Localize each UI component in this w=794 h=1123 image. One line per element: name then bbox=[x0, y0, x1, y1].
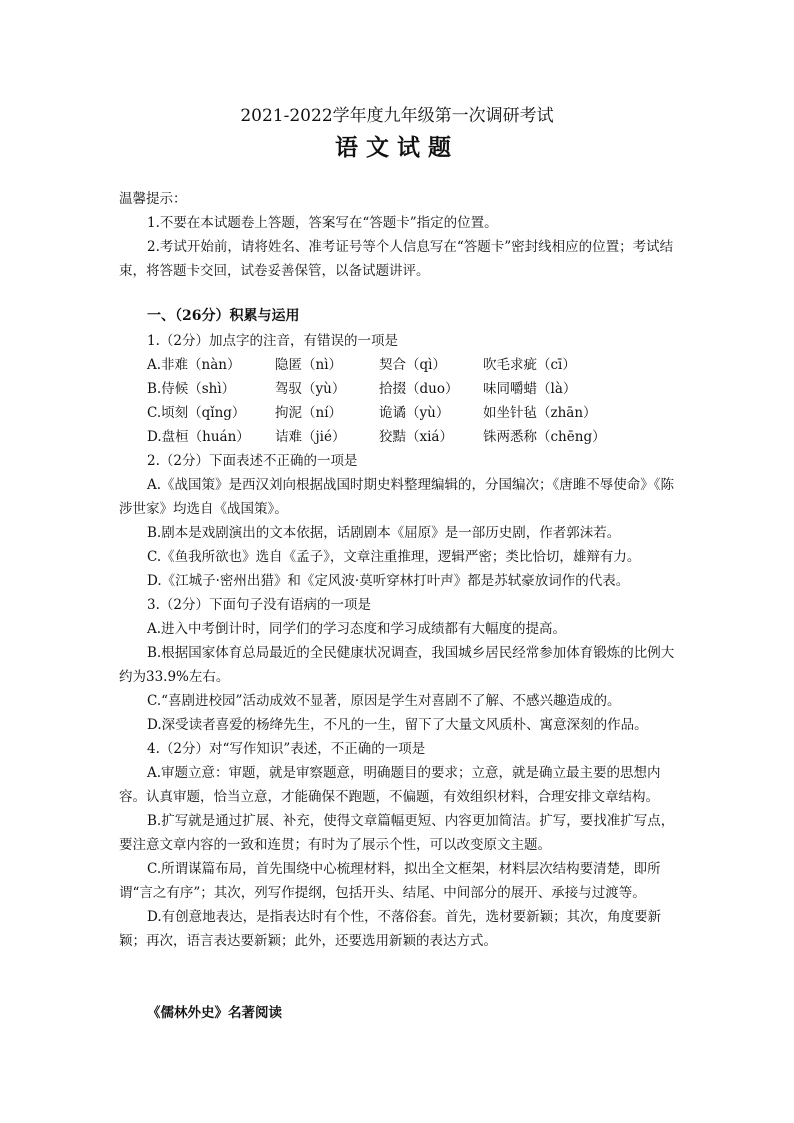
tips-block bbox=[119, 187, 679, 283]
tips-heading: 温馨提示： bbox=[119, 191, 187, 207]
option-cell: 契合（qì） bbox=[379, 357, 446, 373]
option-text: D.有创意地表达，是指表达时有个性，不落俗套。首先，选材要新颖；其次，角度要新颖；再次，语言表达要新颖；此外，还要选用新颖的表达方式。 bbox=[119, 909, 662, 949]
option-row bbox=[119, 401, 679, 425]
question-stem: 2.（2分）下面表述不正确的一项是 bbox=[147, 453, 358, 469]
option-text: C.“喜剧进校园”活动成效不显著，原因是学生对喜剧不了解、不感兴趣造成的。 bbox=[147, 693, 621, 709]
tip-item: 2.考试开始前，请将姓名、准考证号等个人信息写在“答题卡”密封线相应的位置；考试结束，将答题卡交回，试卷妥善保管，以备试题讲评。 bbox=[119, 239, 674, 279]
question-stem: 4.（2分）对“写作知识”表述，不正确的一项是 bbox=[147, 741, 426, 757]
option-cell: 铢两悉称（chēng） bbox=[483, 429, 606, 445]
subject-title: 语文试题 bbox=[335, 134, 459, 161]
option-cell: 狡黠（xiá） bbox=[379, 429, 453, 445]
option-text: B.剧本是戏剧演出的文本依据，话剧剧本《屈原》是一部历史剧，作者郭沫若。 bbox=[147, 525, 621, 541]
option-cell: B.侍候（shì） bbox=[147, 381, 236, 397]
option-text: A.《战国策》是西汉刘向根据战国时期史料整理编辑的，分国编次；《唐雎不辱使命》《陈涉世家》均选自《战国策》。 bbox=[119, 477, 675, 517]
option-cell: 如坐针毡（zhān） bbox=[483, 405, 597, 421]
exam-title: 2021-2022学年度九年级第一次调研考试 bbox=[240, 106, 554, 126]
tip-item: 1.不要在本试题卷上答题，答案写在“答题卡”指定的位置。 bbox=[147, 215, 498, 231]
question-stem: 1.（2分）加点字的注音，有错误的一项是 bbox=[147, 333, 398, 349]
option-text: B.根据国家体育总局最近的全民健康状况调查，我国城乡居民经常参加体育锻炼的比例大约为33.9%左右。 bbox=[119, 645, 675, 685]
option-cell: 拘泥（ní） bbox=[275, 405, 343, 421]
option-text: C.所谓谋篇布局，首先围绕中心梳理材料，拟出全文框架，材料层次结构要清楚，即所谓“言之有序”；其次，列写作提纲，包括开头、结尾、中间部分的展开、承接与过渡等。 bbox=[119, 861, 661, 901]
option-cell: 诡谲（yù） bbox=[379, 405, 450, 421]
option-text: C.《鱼我所欲也》选自《孟子》，文章注重推理，逻辑严密；类比恰切，雄辩有力。 bbox=[147, 549, 641, 565]
option-cell: 拾掇（duo） bbox=[379, 381, 459, 397]
option-text: A.审题立意：审题，就是审察题意，明确题目的要求；立意，就是确立最主要的思想内容。认真审题，恰当立意，才能确保不跑题，不偏题，有效组织材料，合理安排文章结构。 bbox=[119, 765, 661, 805]
option-cell: 隐匿（nì） bbox=[275, 357, 343, 373]
option-text: B.扩写就是通过扩展、补充，使得文章篇幅更短、内容更加简洁。扩写，要找准扩写点，要注意文章内容的一致和连贯；有时为了展示个性，可以改变原文主题。 bbox=[119, 813, 675, 853]
section-title: 一、（26分）积累与运用 bbox=[147, 308, 300, 324]
option-row bbox=[119, 377, 679, 401]
question-stem: 3.（2分）下面句子没有语病的一项是 bbox=[147, 597, 371, 613]
option-cell: 吹毛求疵（cī） bbox=[483, 357, 576, 373]
option-cell: A.非难（nàn） bbox=[147, 357, 241, 373]
option-row bbox=[119, 425, 679, 449]
option-text: D.《江城子·密州出猎》和《定风波·莫听穿林打叶声》都是苏轼豪放词作的代表。 bbox=[147, 573, 630, 589]
option-cell: D.盘桓（huán） bbox=[147, 429, 250, 445]
option-cell: 驾驭（yù） bbox=[275, 381, 346, 397]
option-text: A.进入中考倒计时，同学们的学习态度和学习成绩都有大幅度的提高。 bbox=[147, 621, 567, 637]
reading-section-title: 《儒林外史》名著阅读 bbox=[147, 1005, 282, 1021]
option-cell: 诘难（jié） bbox=[275, 429, 346, 445]
option-cell: 味同嚼蜡（là） bbox=[483, 381, 577, 397]
option-text: D.深受读者喜爱的杨绛先生，不凡的一生，留下了大量文风质朴、寓意深刻的作品。 bbox=[147, 717, 648, 733]
option-row bbox=[119, 353, 679, 377]
option-cell: C.顷刻（qǐng） bbox=[147, 405, 246, 421]
questions-block bbox=[119, 329, 679, 953]
